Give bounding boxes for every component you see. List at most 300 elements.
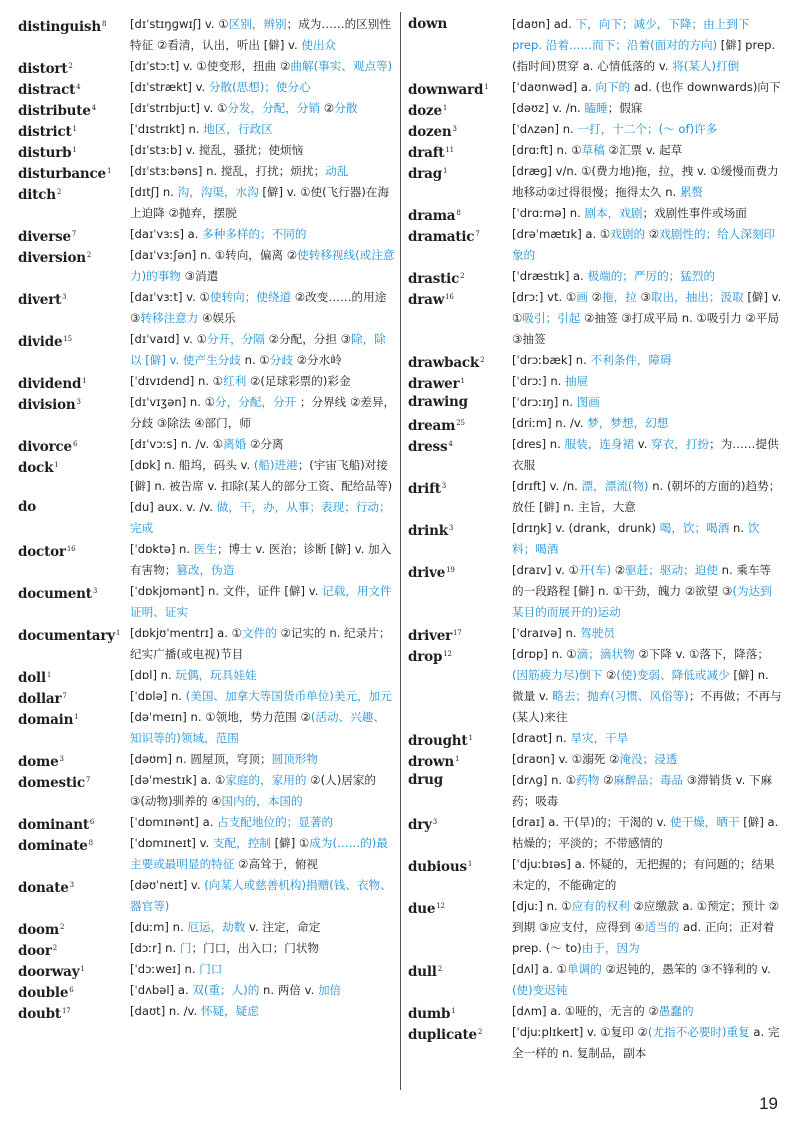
definition-text: [ˈdraɪvə] n. <box>512 626 581 640</box>
definition-text: ②抽签 ③打成平局 n. ①吸引力 ②平局 ③抽签 <box>512 311 779 346</box>
definition <box>130 14 396 56</box>
definition-text: ②分水岭 <box>292 353 342 367</box>
dictionary-entry <box>408 413 782 434</box>
headword-text: domestic <box>18 775 85 791</box>
definition-text: [dræɡ] v/n. ①(费力地)拖，拉，拽 v. ①缓慢而费力地移动②过得很慢；拖得太久 n. <box>512 164 779 199</box>
highlighted-meaning: 区别，辨别 <box>228 17 287 31</box>
dictionary-entry <box>18 329 396 371</box>
headword-text: duplicate <box>408 1027 477 1043</box>
definition <box>130 224 396 245</box>
highlighted-meaning: 做，干，办，从事；表现；行动；完成 <box>130 500 391 535</box>
highlighted-meaning: 使转向；使绕道 <box>209 290 292 304</box>
highlighted-meaning: 怀疑，疑虑 <box>200 1004 259 1018</box>
definition-text: ③滞销货 v. 下麻药；吸毒 <box>512 773 773 808</box>
headword-text: dry <box>408 817 432 833</box>
dictionary-entry <box>408 560 782 623</box>
definition-text: [ˈdʌzən] n. <box>512 122 578 136</box>
dictionary-entry <box>18 77 396 98</box>
definition-text: ad. (也作 downwards)向下 <box>630 80 781 94</box>
highlighted-meaning: 国内的，本国的 <box>221 794 303 808</box>
dictionary-entry <box>408 77 782 98</box>
definition-text: ③消遣 <box>180 269 219 283</box>
highlighted-meaning: 累赘 <box>679 185 704 199</box>
highlighted-meaning: 旱灾，干旱 <box>570 731 629 745</box>
frequency-count: 1 <box>468 734 473 742</box>
definition <box>512 77 782 98</box>
dictionary-entry <box>18 392 396 434</box>
highlighted-meaning: 由于，因为 <box>581 941 640 955</box>
highlighted-meaning: (为达到某目的而展开的)运动 <box>512 584 772 619</box>
definition <box>512 140 782 161</box>
frequency-count: 12 <box>443 650 452 658</box>
highlighted-meaning: (美国、加拿大等国货币单位)美元，加元 <box>185 689 392 703</box>
definition-text: [draʊn] v. ①溺死 ② <box>512 752 620 766</box>
headword-text: distribute <box>18 103 91 119</box>
definition-text: ② <box>587 290 603 304</box>
definition-text: [daʊn] ad. <box>512 17 576 31</box>
headword-text: dozen <box>408 124 452 140</box>
definition-text: [dɪˈstɜːbəns] n. 搅乱，打扰；烦扰； <box>130 164 326 178</box>
dictionary-entry <box>18 812 396 833</box>
dictionary-entry <box>18 98 396 119</box>
definition <box>512 350 782 371</box>
frequency-count: 6 <box>72 440 78 448</box>
frequency-count: 3 <box>59 755 64 763</box>
headword-text: drama <box>408 208 456 224</box>
dictionary-entry <box>408 119 782 140</box>
headword-text: drift <box>408 481 441 497</box>
frequency-count: 1 <box>484 83 489 91</box>
definition-text: ② <box>602 668 617 682</box>
definition-text: [ˈdrɔː] n. <box>512 374 566 388</box>
definition-text: [dɒkjʊˈmentrɪ] a. ① <box>130 626 242 640</box>
headword-text: drastic <box>408 271 460 287</box>
dictionary-entry <box>18 833 396 875</box>
definition-text: ②分离 <box>246 437 284 451</box>
frequency-count: 1 <box>451 1007 456 1015</box>
definition-text: [dɪˈstɔːt] v. ①使变形，扭曲 ② <box>130 59 291 73</box>
headword <box>18 329 72 353</box>
headword <box>18 539 75 563</box>
dictionary-entry <box>18 1001 396 1022</box>
definition-text: [daɪˈvɜːs] a. <box>130 227 203 241</box>
highlighted-meaning: 支配，控制 <box>212 836 271 850</box>
highlighted-meaning: (尤指不必要时)重复 <box>647 1025 750 1039</box>
headword-text: drawer <box>408 376 460 392</box>
highlighted-meaning: 饮料；喝酒 <box>512 521 760 556</box>
highlighted-meaning: 厄运，劫数 <box>187 920 246 934</box>
headword-text: driver <box>408 628 453 644</box>
dictionary-entry <box>408 350 782 371</box>
frequency-count: 15 <box>63 335 72 343</box>
frequency-count: 19 <box>446 566 455 574</box>
definition-text: ②改变……的用途 ③ <box>130 290 387 325</box>
dictionary-entry <box>408 287 782 350</box>
definition <box>512 749 782 770</box>
definition <box>130 623 396 665</box>
highlighted-meaning: 双(重；人)的 <box>192 983 260 997</box>
definition-text: [du] aux. v. /v. <box>130 500 217 514</box>
frequency-count: 1 <box>72 125 77 133</box>
frequency-count: 4 <box>76 83 81 91</box>
headword-text: drawback <box>408 355 480 371</box>
highlighted-meaning: 喝，饮；喝酒 <box>659 521 730 535</box>
definition-text: [ˈdrɔːɪŋ] n. <box>512 395 577 409</box>
definition-text: [ˈdjuːbɪəs] a. 怀疑的，无把握的；有问题的；结果未定的，不能确定的 <box>512 857 775 892</box>
definition-text: [dɪˈvɔːs] n. /v. ① <box>130 437 224 451</box>
headword-text: divide <box>18 334 63 350</box>
definition <box>512 413 782 434</box>
headword <box>18 1001 70 1025</box>
dictionary-entry <box>408 644 782 728</box>
highlighted-meaning: 不利条件，障碍 <box>590 353 672 367</box>
headword-text: due <box>408 901 436 917</box>
dictionary-entry <box>18 287 396 329</box>
highlighted-meaning: 门口 <box>199 962 223 976</box>
frequency-count: 11 <box>445 146 454 154</box>
highlighted-meaning: 动乱 <box>325 164 349 178</box>
highlighted-meaning: 取出，抽出；汲取 <box>650 290 744 304</box>
definition-text: ；(宇宙飞船)对接 [僻] n. 被告席 v. 扣除(某人的部分工资、配给品等) <box>130 458 393 493</box>
highlighted-meaning: 驱赶；驱动；迫使 <box>625 563 718 577</box>
dictionary-entry <box>18 623 396 665</box>
definition <box>512 287 782 350</box>
headword-text: downward <box>408 82 484 98</box>
definition-text: [dɪˈvɪʒən] n. ① <box>130 395 216 409</box>
dictionary-entry <box>408 812 782 854</box>
headword-text: dividend <box>18 376 82 392</box>
right-column <box>408 14 782 1064</box>
frequency-count: 1 <box>455 755 460 763</box>
dictionary-entry <box>408 98 782 119</box>
definition-text: [ˈdaʊnwəd] a. <box>512 80 596 94</box>
highlighted-meaning: 草稿 <box>581 143 605 157</box>
definition-text: ；假寐 <box>607 101 643 115</box>
headword-text: dubious <box>408 859 467 875</box>
highlighted-meaning: 占支配地位的；显著的 <box>217 815 334 829</box>
definition-text: [dʌm] a. ①哑的，无言的 ② <box>512 1004 659 1018</box>
dictionary-entry <box>18 140 396 161</box>
definition <box>130 497 396 539</box>
highlighted-meaning: 分，分配，分开 <box>215 395 297 409</box>
dictionary-entry <box>408 140 782 161</box>
frequency-count: 1 <box>467 860 473 868</box>
frequency-count: 2 <box>477 1028 483 1036</box>
headword-text: do <box>18 499 37 515</box>
dictionary-entry <box>18 182 396 224</box>
frequency-count: 25 <box>456 419 465 427</box>
frequency-count: 7 <box>62 692 67 700</box>
definition-text: ；戏剧性事件或场面 <box>642 206 747 220</box>
definition <box>512 812 782 854</box>
headword <box>18 581 97 605</box>
definition <box>130 161 396 182</box>
definition <box>512 560 782 623</box>
frequency-count: 16 <box>66 545 76 553</box>
highlighted-meaning: (使)变弱、降低或减少 <box>616 668 730 682</box>
frequency-count: 3 <box>76 398 81 406</box>
definition-text: v. 注定，命定 <box>245 920 321 934</box>
definition <box>512 476 782 518</box>
highlighted-meaning: 分歧 <box>269 353 293 367</box>
definition-text: [dres] n. <box>512 437 565 451</box>
highlighted-meaning: 分开，分隔 <box>206 332 265 346</box>
highlighted-meaning: 将(某人)打倒 <box>672 59 740 73</box>
headword-text: drown <box>408 754 454 770</box>
dictionary-entry <box>408 371 782 392</box>
headword <box>18 182 61 206</box>
definition-text: [dəʊm] n. 圆屋顶，穹顶； <box>130 752 272 766</box>
headword-text: distort <box>18 61 68 77</box>
headword-text: drawing <box>408 394 468 410</box>
highlighted-meaning: 使出众 <box>301 38 337 52</box>
definition <box>130 56 396 77</box>
definition <box>512 266 782 287</box>
dictionary-entry <box>18 581 396 623</box>
definition-text: [daʊt] n. /v. <box>130 1004 201 1018</box>
definition-text: [ˈdɒmɪnənt] a. <box>130 815 218 829</box>
definition-text: ②汇票 v. 起草 <box>604 143 683 157</box>
definition-text: [draɪv] v. ① <box>512 563 579 577</box>
definition-text: ②下降 v. ①落下，降落； <box>634 647 769 661</box>
definition-text: [ˈdræstɪk] a. <box>512 269 588 283</box>
headword-text: disturb <box>18 145 72 161</box>
definition-text: ② <box>320 101 335 115</box>
headword-text: disturbance <box>18 166 106 182</box>
dictionary-entry <box>408 770 782 812</box>
headword <box>408 812 437 836</box>
definition-text: [ˈdʌbəl] a. <box>130 983 193 997</box>
highlighted-meaning: 医生 <box>193 542 217 556</box>
frequency-count: 2 <box>59 923 65 931</box>
highlighted-meaning: 分发，分配，分销 <box>227 101 321 115</box>
highlighted-meaning: 拖，拉 <box>602 290 637 304</box>
definition-text: [僻] v. ①使(飞行器)在海上迫降 ②抛弃，摆脱 <box>130 185 390 220</box>
definition <box>130 749 396 770</box>
definition-text: ②(足球彩票的)彩金 <box>246 374 351 388</box>
definition-text: [ˈdrɑːmə] n. <box>512 206 585 220</box>
dictionary-entry <box>18 770 396 812</box>
definition <box>130 707 396 749</box>
frequency-count: 3 <box>62 293 67 301</box>
definition <box>512 854 782 896</box>
definition-text: ②分配，分担 ③ <box>264 332 352 346</box>
definition-text: [ˈdɪvɪdend] n. ① <box>130 374 224 388</box>
definition <box>130 1001 396 1022</box>
definition-text: [dəˈmeɪn] n. ①领地，势力范围 ② <box>130 710 311 724</box>
headword-text: doze <box>408 103 442 119</box>
highlighted-meaning: 加倍 <box>317 983 342 997</box>
definition-text: [drɒp] n. ① <box>512 647 577 661</box>
definition <box>130 98 396 119</box>
definition <box>130 581 396 623</box>
definition-text: [dɪˈstɜːb] v. 搅乱，骚扰；使烦恼 <box>130 143 304 157</box>
definition-text: n. <box>729 521 748 535</box>
definition <box>130 392 396 434</box>
headword-text: drink <box>408 523 448 539</box>
definition <box>512 623 782 644</box>
frequency-count: 2 <box>56 188 62 196</box>
definition-text: ；成为……的区别性特征 ②看清，认出，听出 [僻] v. <box>130 17 391 52</box>
headword <box>408 518 453 542</box>
definition <box>130 980 396 1001</box>
definition <box>130 119 396 140</box>
definition-text: ②高耸于，俯视 <box>234 857 319 871</box>
frequency-count: 1 <box>72 146 77 154</box>
highlighted-meaning: 转移注意力 <box>140 311 199 325</box>
highlighted-meaning: 记载，用文件证明、证实 <box>130 584 392 619</box>
highlighted-meaning: 麻醉品；毒品 <box>613 773 684 787</box>
highlighted-meaning: 篡改，伪造 <box>176 563 235 577</box>
highlighted-meaning: (活动、兴趣、知识等的)领域，范围 <box>130 710 385 745</box>
headword-text: draft <box>408 145 445 161</box>
frequency-count: 2 <box>480 356 485 364</box>
definition-text: n. 乘车等的一段路程 [僻] n. ①干劲，魄力 ②欲望 ③ <box>512 563 772 598</box>
definition-text: ad. 正向；正对着 prep. (～ to) <box>512 920 775 955</box>
definition-text: n. ① <box>240 353 270 367</box>
frequency-count: 3 <box>452 125 457 133</box>
definition-text: [ˈdɒmɪneɪt] v. <box>130 836 213 850</box>
highlighted-meaning: 圆顶形物 <box>271 752 318 766</box>
dictionary-entry <box>18 14 396 56</box>
definition <box>512 1001 782 1022</box>
frequency-count: 1 <box>115 629 121 637</box>
headword <box>408 896 445 920</box>
headword-text: ditch <box>18 187 56 203</box>
headword <box>18 833 93 857</box>
highlighted-meaning: 穿衣，打扮 <box>651 437 710 451</box>
highlighted-meaning: 玩偶，玩具娃娃 <box>175 668 257 682</box>
definition-text: [ˈdɪstrɪkt] n. <box>130 122 204 136</box>
definition-text: [dɪˈstrɪbjuːt] v. ① <box>130 101 228 115</box>
frequency-count: 2 <box>86 251 92 259</box>
frequency-count: 3 <box>448 524 454 532</box>
highlighted-meaning: (因筋疲力尽)倒下 <box>512 668 603 682</box>
definition-text: [drɪft] v. /n. <box>512 479 582 493</box>
headword-text: documentary <box>18 628 115 644</box>
highlighted-meaning: 图画 <box>576 395 600 409</box>
definition-text: [dɪˈstrækt] v. <box>130 80 209 94</box>
dictionary-entry <box>18 245 396 287</box>
definition <box>512 392 782 413</box>
dictionary-entry <box>408 203 782 224</box>
headword-text: dock <box>18 460 54 476</box>
highlighted-meaning: 一打，十二个；(～ of)许多 <box>577 122 718 136</box>
definition-text: [drɑːft] n. ① <box>512 143 582 157</box>
frequency-count: 1 <box>46 671 52 679</box>
frequency-count: 6 <box>69 986 74 994</box>
headword-text: dominate <box>18 838 88 854</box>
highlighted-meaning: 曲解(事实、观点等) <box>290 59 393 73</box>
definition-text: [ˈdrɔːbæk] n. <box>512 353 591 367</box>
definition-text: [drɔː] vt. ① <box>512 290 577 304</box>
definition <box>130 434 396 455</box>
frequency-count: 3 <box>92 587 98 595</box>
highlighted-meaning: 家庭的，家用的 <box>225 773 307 787</box>
definition-text: [僻] v. ① <box>512 290 782 325</box>
frequency-count: 1 <box>106 167 112 175</box>
frequency-count: 2 <box>68 62 73 70</box>
definition <box>512 98 782 119</box>
column-divider <box>400 12 401 1090</box>
definition <box>130 539 396 581</box>
definition-text: [draɪ] a. 干(旱)的；干渴的 v. <box>512 815 670 829</box>
dictionary-entry <box>18 455 396 497</box>
dictionary-entry <box>408 1001 782 1022</box>
highlighted-meaning: 略去；抛弃(习惯、风俗等) <box>552 689 689 703</box>
left-column <box>18 14 396 1022</box>
frequency-count: 1 <box>442 167 448 175</box>
definition-text: ② <box>599 773 614 787</box>
definition-text: [僻] a. 枯燥的；平淡的；不带感情的 <box>512 815 779 850</box>
headword-text: diversion <box>18 250 86 266</box>
headword-text: drag <box>408 166 442 182</box>
definition <box>512 161 782 203</box>
definition-text: [daɪˈvɜːt] v. ① <box>130 290 210 304</box>
dictionary-entry <box>408 1022 782 1064</box>
highlighted-meaning: 画 <box>576 290 588 304</box>
highlighted-meaning: 使转移视线(或注意力)的事物 <box>130 248 395 283</box>
definition-text: [drɪŋk] v. (drank，drunk) <box>512 521 660 535</box>
definition-text: [daɪˈvɜːʃən] n. ①转向，偏离 ② <box>130 248 298 262</box>
definition-text: [duːm] n. <box>130 920 188 934</box>
frequency-count: 1 <box>82 377 87 385</box>
definition-text: [ˈdɒktə] n. <box>130 542 194 556</box>
page-number: 19 <box>759 1094 778 1113</box>
frequency-count: 8 <box>101 20 107 28</box>
definition <box>130 812 396 833</box>
highlighted-meaning: 除，除以 [僻] v. 使产生分歧 <box>130 332 386 367</box>
definition-text: ②迟钝的，愚笨的 ③不锋利的 v. <box>601 962 771 976</box>
definition-text: [ˈdɒlə] n. <box>130 689 186 703</box>
headword-text: doorway <box>18 964 80 980</box>
headword-text: document <box>18 586 92 602</box>
dictionary-entry <box>18 497 396 539</box>
dictionary-entry <box>408 161 782 203</box>
frequency-count: 2 <box>52 944 58 952</box>
definition-text: [drʌɡ] n. ① <box>512 773 577 787</box>
highlighted-meaning: 红利 <box>223 374 247 388</box>
definition <box>130 959 396 980</box>
headword-text: drug <box>408 772 444 788</box>
dictionary-entry <box>18 980 396 1001</box>
definition <box>512 371 782 392</box>
definition-text: [drəˈmætɪk] a. ① <box>512 227 611 241</box>
headword <box>408 770 443 791</box>
dictionary-entry <box>18 56 396 77</box>
headword <box>18 770 90 794</box>
dictionary-entry <box>18 875 396 917</box>
highlighted-meaning: 下，向下；减少，下降；由上到下 prep. 沿着……而下；沿着(面对的方向) <box>512 17 750 52</box>
highlighted-meaning: 戏剧的 <box>610 227 646 241</box>
headword <box>408 14 447 35</box>
highlighted-meaning: 应有的权利 <box>571 899 630 913</box>
highlighted-meaning: 药物 <box>576 773 600 787</box>
definition <box>130 938 396 959</box>
headword-text: dream <box>408 418 456 434</box>
headword <box>408 854 472 878</box>
definition-text: [ˈdjuːplɪkeɪt] v. ①复印 ② <box>512 1025 648 1039</box>
definition <box>512 896 782 959</box>
highlighted-meaning: 离婚 <box>223 437 247 451</box>
dictionary-entry <box>18 665 396 686</box>
definition <box>130 917 396 938</box>
headword-text: dumb <box>408 1006 451 1022</box>
highlighted-meaning: 开(车) <box>578 563 612 577</box>
definition-text: ② <box>645 227 660 241</box>
dictionary-entry <box>18 749 396 770</box>
dictionary-entry <box>408 224 782 266</box>
